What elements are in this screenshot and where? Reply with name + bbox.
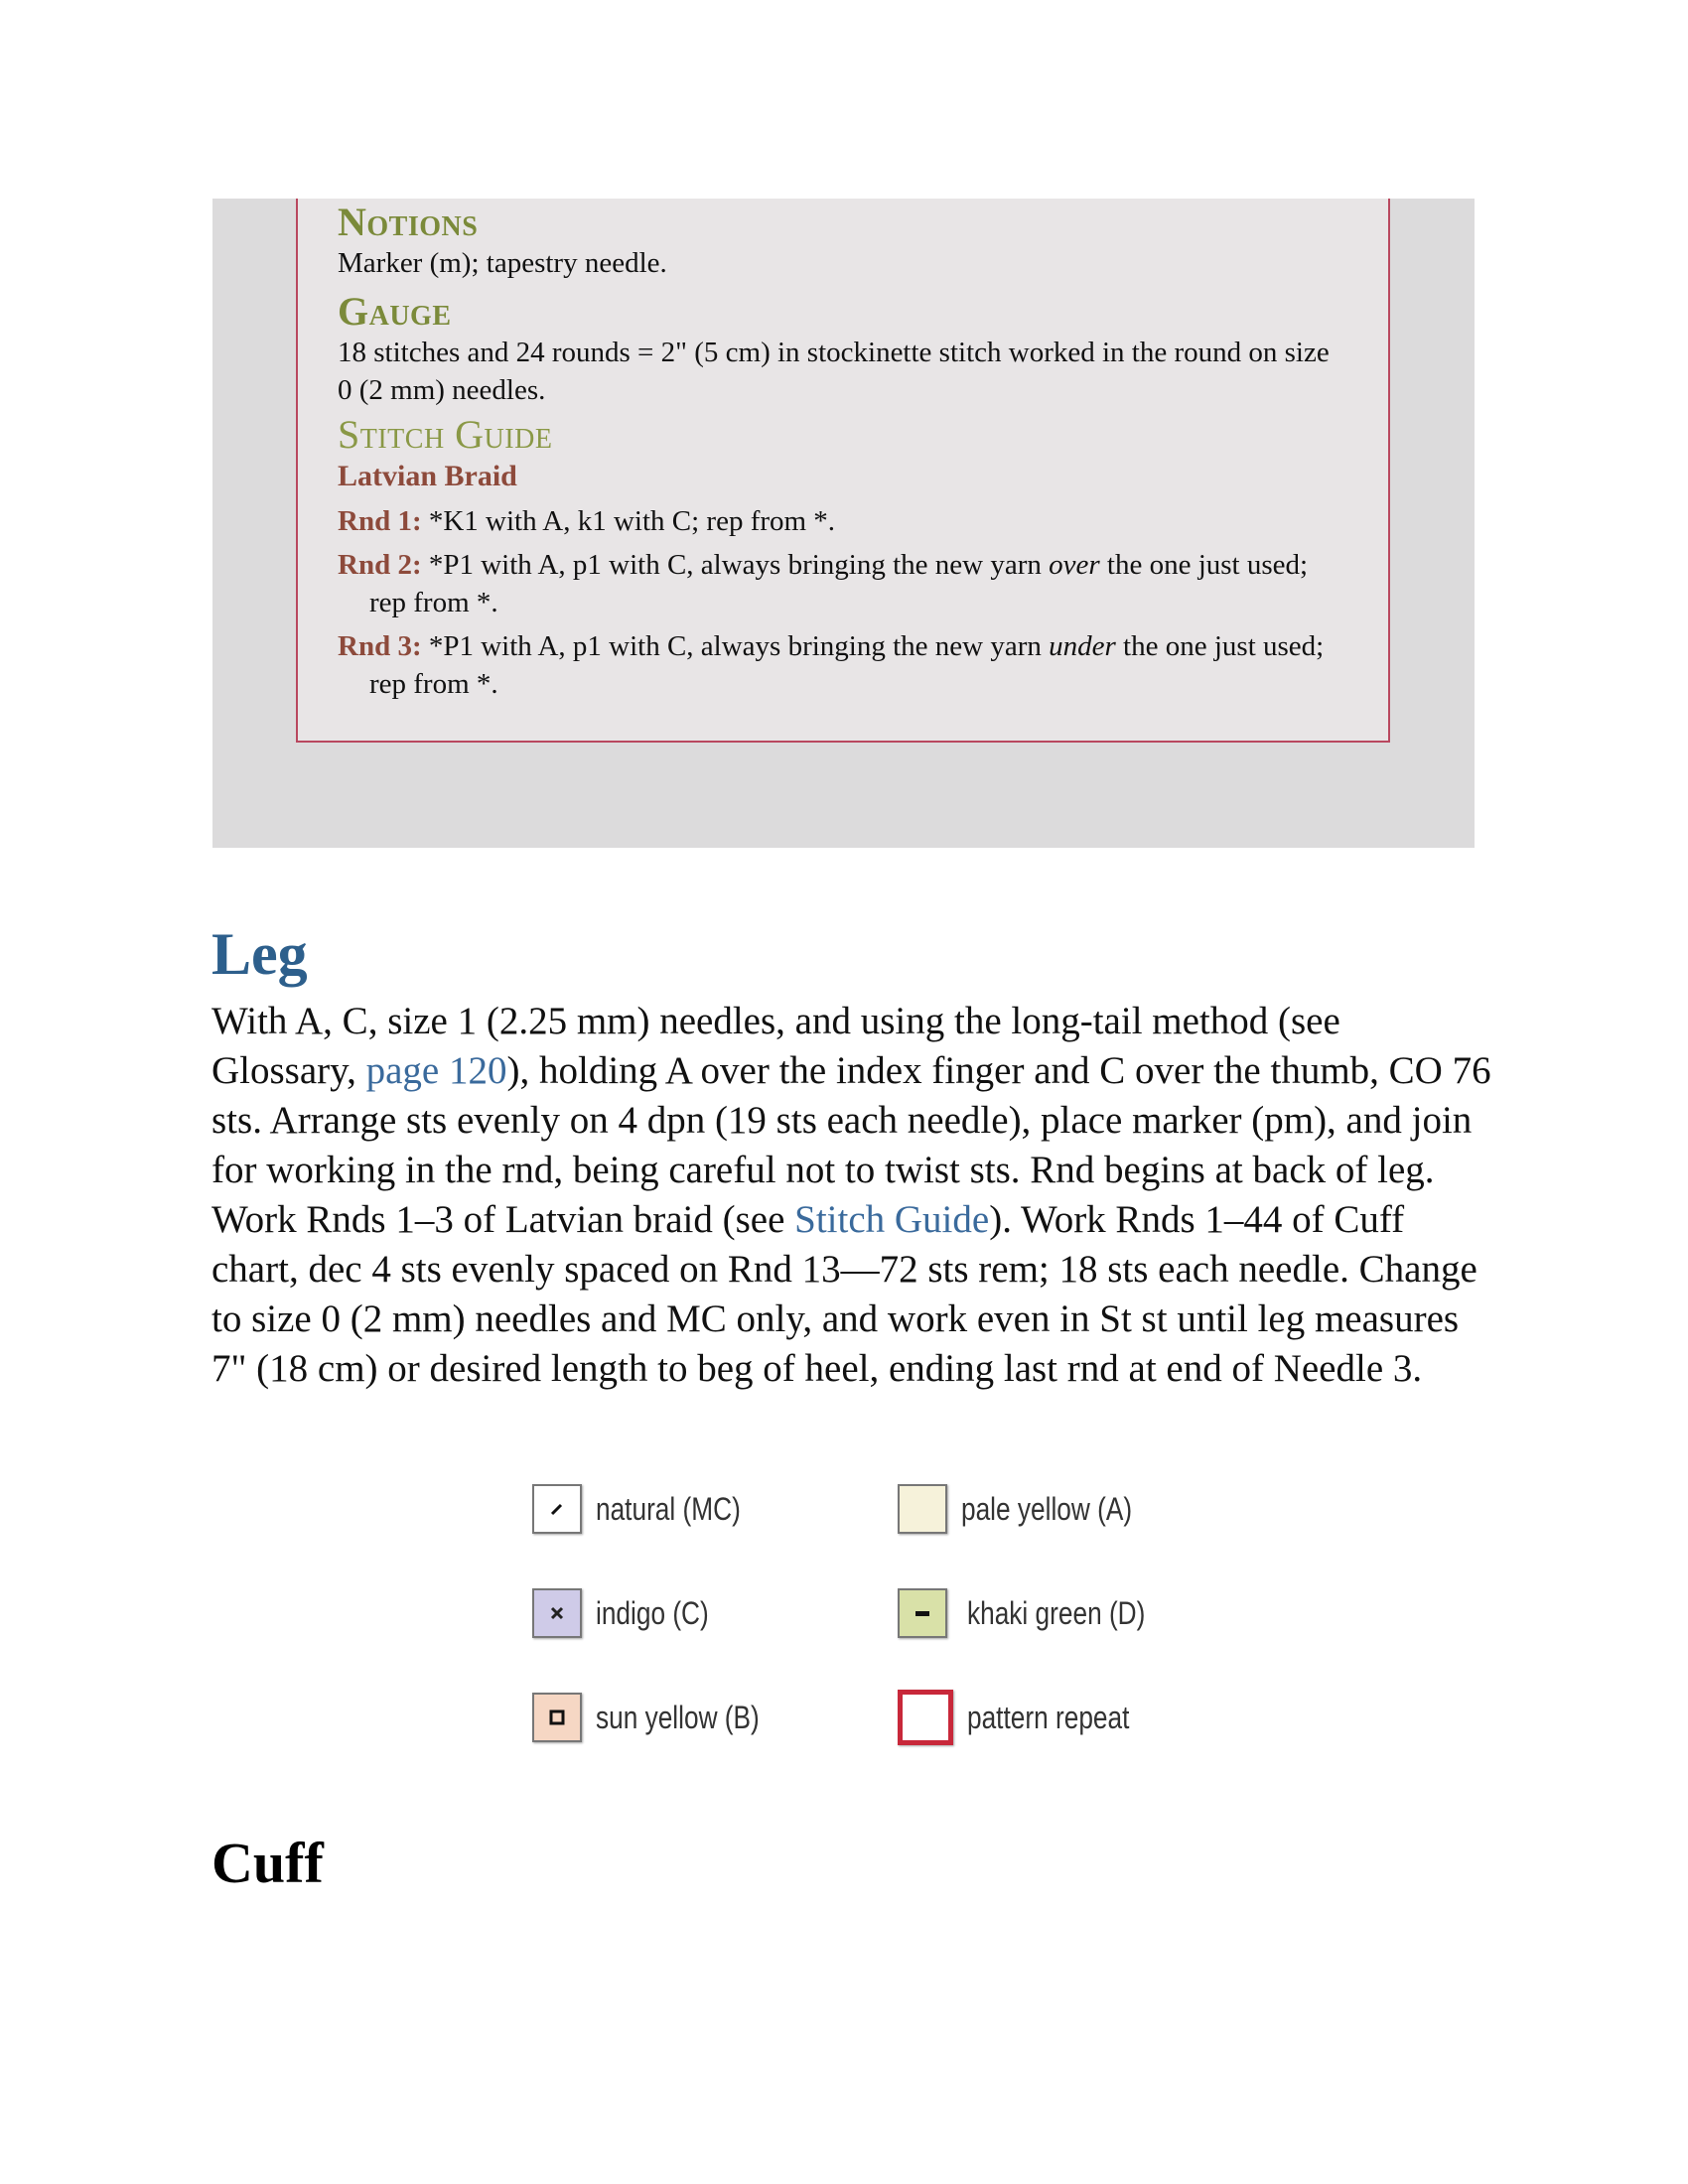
rnd-2-emphasis: over <box>1049 549 1100 581</box>
legend-item-pale-yellow <box>898 1479 1170 1539</box>
legend-item-pattern-repeat <box>898 1688 1165 1747</box>
rnd-3-text-start: *P1 with A, p1 with C, always bringing the new yarn <box>428 630 1042 662</box>
rnd-1-instruction <box>338 502 1350 540</box>
rnd-3-text-end: the one just used; rep from *. <box>369 630 1325 700</box>
notions-heading: Notions <box>338 200 479 244</box>
pattern-info-content <box>338 199 1350 709</box>
dash-icon <box>898 1588 947 1638</box>
chart-legend <box>526 1479 1221 1757</box>
rnd-2-instruction <box>338 546 1350 621</box>
leg-text-part-2: ), holding A over the index finger and C over the thumb, CO 76 sts. Arrange sts evenly on 4 dpn (19 sts each needle), place marker (pm), and join for working in the rnd, being careful not to twist sts. Rnd begins at back of leg. Work Rnds 1–3 of Latvian braid (see <box>211 1049 1491 1241</box>
legend-label: khaki green (D) <box>967 1594 1146 1631</box>
rnd-2-label: Rnd 2: <box>338 549 422 581</box>
legend-label: indigo (C) <box>596 1594 709 1631</box>
legend-label: sun yellow (B) <box>596 1699 760 1735</box>
leg-heading: Leg <box>211 921 308 987</box>
rnd-3-label: Rnd 3: <box>338 630 422 662</box>
rnd-1-label: Rnd 1: <box>338 505 422 537</box>
rnd-3-emphasis: under <box>1049 630 1116 662</box>
legend-label: pale yellow (A) <box>961 1490 1133 1527</box>
slash-icon <box>532 1484 582 1534</box>
notions-text: Marker (m); tapestry needle. <box>338 247 667 279</box>
leg-instructions <box>211 997 1492 1394</box>
rnd-2-text-start: *P1 with A, p1 with C, always bringing the new yarn <box>428 549 1042 581</box>
latvian-braid-heading: Latvian Braid <box>338 460 517 492</box>
legend-item-khaki-green <box>898 1583 1185 1643</box>
rnd-2-text-end: the one just used; rep from *. <box>369 549 1309 618</box>
blank-swatch-icon <box>898 1484 947 1534</box>
legend-label: pattern repeat <box>967 1699 1130 1735</box>
rnd-3-instruction <box>338 627 1350 703</box>
legend-item-natural <box>532 1479 773 1539</box>
leg-text-part-3: ). Work Rnds 1–44 of Cuff chart, dec 4 sts evenly spaced on Rnd 13—72 sts rem; 18 sts each needle. Change to size 0 (2 mm) needles and MC only, and work even in St st until leg measures 7" (18 cm) or desired length to beg of heel, ending last rnd at end of Needle 3. <box>211 1198 1477 1390</box>
legend-label: natural (MC) <box>596 1490 741 1527</box>
square-icon <box>532 1693 582 1742</box>
gauge-heading: Gauge <box>338 289 452 334</box>
x-icon <box>532 1588 582 1638</box>
glossary-page-link[interactable]: page 120 <box>365 1049 507 1092</box>
legend-item-indigo <box>532 1583 734 1643</box>
stitch-guide-heading: Stitch Guide <box>338 412 553 457</box>
rnd-1-text: *K1 with A, k1 with C; rep from *. <box>428 505 836 537</box>
gauge-text: 18 stitches and 24 rounds = 2" (5 cm) in stockinette stitch worked in the round on size 0 (2 mm) needles. <box>338 337 1330 406</box>
stitch-guide-link[interactable]: Stitch Guide <box>794 1198 990 1241</box>
legend-item-sun-yellow <box>532 1688 795 1747</box>
cuff-heading: Cuff <box>211 1831 324 1895</box>
leg-text-part-1: With A, C, size 1 (2.25 mm) needles, and using the long-tail method (see Glossary, <box>211 1000 1340 1092</box>
pattern-repeat-outline-icon <box>898 1690 953 1745</box>
